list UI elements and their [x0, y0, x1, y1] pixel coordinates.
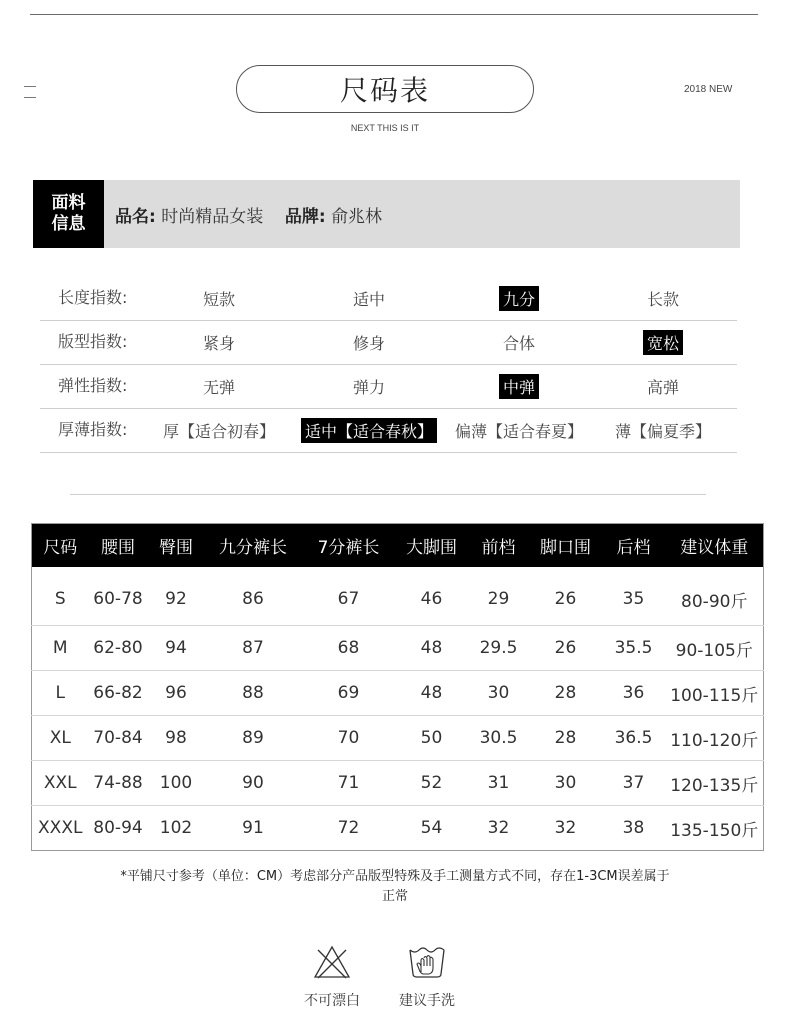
year-tag: 2018 NEW — [684, 84, 733, 95]
no-bleach-icon — [312, 944, 352, 984]
index-option-text: 薄【偏夏季】 — [614, 421, 711, 441]
table-cell: 37 — [602, 761, 666, 806]
measurement-note — [70, 867, 720, 907]
top-divider — [30, 14, 758, 15]
table-cell: 48 — [396, 671, 468, 716]
table-cell: 62-80 — [89, 626, 148, 671]
index-option-text: 厚【适合初春】 — [162, 421, 275, 441]
index-option-text: 无弹 — [202, 377, 235, 397]
table-cell: 80-90斤 — [666, 567, 764, 626]
table-cell: 52 — [396, 761, 468, 806]
table-cell: 94 — [148, 626, 205, 671]
table-cell: 68 — [302, 626, 396, 671]
table-cell: L — [32, 671, 89, 716]
page-subtitle: NEXT THIS IS IT — [350, 123, 420, 133]
table-cell: 28 — [530, 716, 602, 761]
table-row — [32, 626, 764, 671]
care-label-hand-wash: 建议手洗 — [399, 993, 455, 1009]
size-table-header-cell: 后档 — [602, 524, 666, 568]
table-cell: 87 — [205, 626, 302, 671]
index-option-text: 适中【适合春秋】 — [301, 418, 437, 443]
table-cell: 29 — [468, 567, 530, 626]
table-cell: 38 — [622, 818, 645, 838]
product-name-key: 品名: — [115, 207, 156, 227]
table-cell: 60-78 — [89, 567, 148, 626]
size-table-body — [32, 567, 764, 851]
table-cell: 89 — [205, 716, 302, 761]
index-option — [294, 320, 444, 364]
index-label: 厚薄指数: — [58, 420, 128, 439]
index-row — [40, 276, 737, 321]
table-cell: 70-84 — [89, 716, 148, 761]
index-option — [598, 276, 728, 320]
table-cell: 36.5 — [602, 716, 666, 761]
index-option — [149, 276, 289, 320]
table-cell: 110-120斤 — [666, 716, 764, 761]
index-option-selected — [444, 276, 594, 320]
table-cell: 71 — [302, 761, 396, 806]
index-option-text: 弹力 — [352, 377, 385, 397]
note-line2: 正常 — [381, 889, 408, 904]
product-name-value: 时尚精品女装 — [161, 207, 264, 227]
size-table-header — [32, 524, 764, 568]
table-cell: 29.5 — [468, 626, 530, 671]
section-divider — [70, 494, 706, 495]
index-option — [149, 408, 289, 452]
table-cell: 69 — [302, 671, 396, 716]
index-option-text: 紧身 — [202, 333, 235, 353]
table-cell: 26 — [530, 567, 602, 626]
size-table — [31, 523, 764, 851]
index-option — [444, 320, 594, 364]
size-table-header-cell: 前档 — [468, 524, 530, 568]
table-cell: 86 — [205, 567, 302, 626]
table-cell: 35.5 — [602, 626, 666, 671]
table-cell: M — [32, 626, 89, 671]
index-option-selected — [294, 408, 444, 452]
index-option-text: 长款 — [646, 289, 679, 309]
table-cell: 100-115斤 — [666, 671, 764, 716]
table-cell: 90 — [205, 761, 302, 806]
fabric-info-text — [115, 202, 382, 227]
table-row — [32, 567, 764, 626]
size-table-header-cell: 7分裤长 — [302, 524, 396, 568]
index-label: 弹性指数: — [58, 376, 128, 395]
index-option — [294, 276, 444, 320]
size-table-header-cell: 建议体重 — [666, 524, 764, 568]
table-cell: XXL — [32, 761, 89, 806]
index-option-text: 合体 — [502, 333, 535, 353]
note-line1: *平铺尺寸参考（单位：CM）考虑部分产品版型特殊及手工测量方式不同，存在1-3CM误差属于 — [120, 869, 670, 884]
table-cell: 54 — [420, 818, 443, 838]
table-cell: 72 — [337, 818, 360, 838]
table-cell: 32 — [487, 818, 510, 838]
index-label: 版型指数: — [58, 332, 128, 351]
table-cell: 70 — [302, 716, 396, 761]
corner-mark-icon — [24, 86, 36, 98]
table-cell: 92 — [148, 567, 205, 626]
table-cell: 90-105斤 — [666, 626, 764, 671]
table-cell: 102 — [159, 818, 193, 838]
table-cell: 91 — [242, 818, 264, 838]
index-option-text: 中弹 — [499, 374, 539, 399]
table-cell: 32 — [554, 818, 577, 838]
table-cell: 66-82 — [89, 671, 148, 716]
table-cell: 67 — [302, 567, 396, 626]
hand-wash-icon — [407, 944, 447, 984]
table-cell: 30.5 — [468, 716, 530, 761]
table-cell: 30 — [468, 671, 530, 716]
table-cell: S — [32, 567, 89, 626]
index-row — [40, 364, 737, 409]
table-cell: XL — [32, 716, 89, 761]
table-cell: 100 — [148, 761, 205, 806]
table-cell: 48 — [396, 626, 468, 671]
index-option — [598, 364, 728, 408]
size-table-header-cell: 腰围 — [89, 524, 148, 568]
table-cell: 35 — [602, 567, 666, 626]
index-option-text: 高弹 — [646, 377, 679, 397]
index-option — [598, 408, 728, 452]
table-cell: 31 — [468, 761, 530, 806]
table-cell: 28 — [530, 671, 602, 716]
index-label: 长度指数: — [58, 288, 128, 307]
table-row — [32, 806, 764, 851]
size-table-header-cell: 臀围 — [148, 524, 205, 568]
table-cell: 50 — [396, 716, 468, 761]
brand-value: 俞兆林 — [331, 207, 383, 227]
size-table-header-cell: 脚口围 — [530, 524, 602, 568]
table-cell: 88 — [205, 671, 302, 716]
index-option — [149, 320, 289, 364]
index-option-selected — [444, 364, 594, 408]
table-cell: 135-150斤 — [670, 820, 759, 841]
index-option-text: 九分 — [499, 286, 539, 311]
fabric-info-label — [33, 180, 104, 248]
table-cell: 30 — [530, 761, 602, 806]
page-title: 尺码表 — [236, 65, 534, 113]
index-option-text: 修身 — [352, 333, 385, 353]
index-option-text: 适中 — [352, 289, 385, 309]
fabric-label-line1: 面料 — [51, 193, 86, 213]
index-option — [149, 364, 289, 408]
care-label-no-bleach: 不可漂白 — [304, 993, 360, 1009]
table-cell: 120-135斤 — [666, 761, 764, 806]
table-cell: 98 — [148, 716, 205, 761]
size-table-header-cell: 尺码 — [32, 524, 89, 568]
index-option-selected — [598, 320, 728, 364]
table-cell: 96 — [148, 671, 205, 716]
table-cell: 74-88 — [89, 761, 148, 806]
index-option-text: 偏薄【适合春夏】 — [454, 421, 583, 441]
index-row — [40, 320, 737, 365]
index-row — [40, 408, 737, 453]
index-option-text: 宽松 — [643, 330, 683, 355]
size-table-header-cell: 大脚围 — [396, 524, 468, 568]
index-option — [444, 408, 594, 452]
table-row — [32, 671, 764, 716]
table-cell: 36 — [602, 671, 666, 716]
table-cell: 80-94 — [93, 818, 143, 838]
index-option — [294, 364, 444, 408]
fabric-label-line2: 信息 — [51, 214, 86, 234]
brand-key: 品牌: — [284, 207, 326, 227]
table-row — [32, 716, 764, 761]
table-cell: XXXL — [38, 818, 83, 838]
table-cell: 46 — [396, 567, 468, 626]
table-cell: 26 — [530, 626, 602, 671]
index-option-text: 短款 — [202, 289, 235, 309]
table-row — [32, 761, 764, 806]
size-table-header-cell: 九分裤长 — [205, 524, 302, 568]
